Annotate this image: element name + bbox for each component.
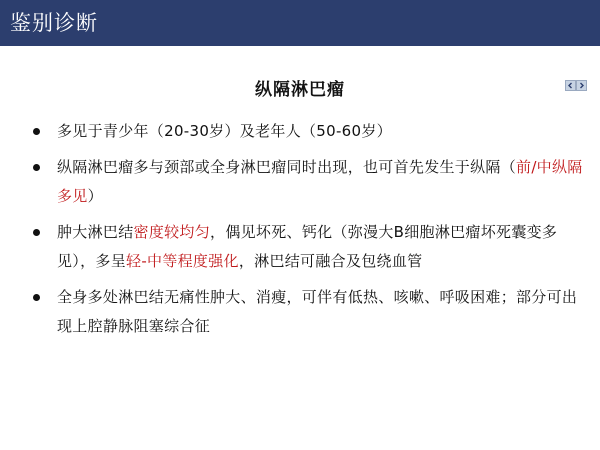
header-title: 鉴别诊断 <box>10 11 98 35</box>
bullet-text: 多见于青少年（20-30岁）及老年人（50-60岁） <box>57 122 392 140</box>
bullet-text: 肿大淋巴结 <box>57 223 134 241</box>
bullet-highlight-text: 前/中纵隔多见 <box>57 158 583 205</box>
bullet-dot-icon <box>33 294 40 301</box>
bullet-text: ，偶见坏死、钙化（弥漫大B细胞淋巴瘤坏死囊变多见），多呈 <box>57 223 558 270</box>
header-bar <box>0 0 600 46</box>
bullet-text: 纵隔淋巴瘤多与颈部或全身淋巴瘤同时出现，也可首先发生于纵隔（ <box>57 158 517 176</box>
bullet-item <box>30 153 590 211</box>
bullet-item <box>30 218 590 276</box>
bullet-text: 全身多处淋巴结无痛性肿大、消瘦，可伴有低热、咳嗽、呼吸困难；部分可出现上腔静脉阻塞综合征 <box>57 288 578 335</box>
bullet-highlight-text: 密度较均匀 <box>133 223 211 241</box>
bullet-item <box>30 283 590 341</box>
bullet-dot-icon <box>33 128 40 135</box>
bullet-item <box>30 117 590 146</box>
bullet-text: ，淋巴结可融合及包绕血管 <box>238 252 423 270</box>
bullet-list <box>30 117 590 348</box>
bullet-text: ） <box>87 187 103 205</box>
bullet-dot-icon <box>33 229 40 236</box>
bullet-dot-icon <box>33 164 40 171</box>
bullet-highlight-text: 轻-中等程度强化 <box>126 252 239 270</box>
slide-title: 纵隔淋巴瘤 <box>255 80 345 100</box>
